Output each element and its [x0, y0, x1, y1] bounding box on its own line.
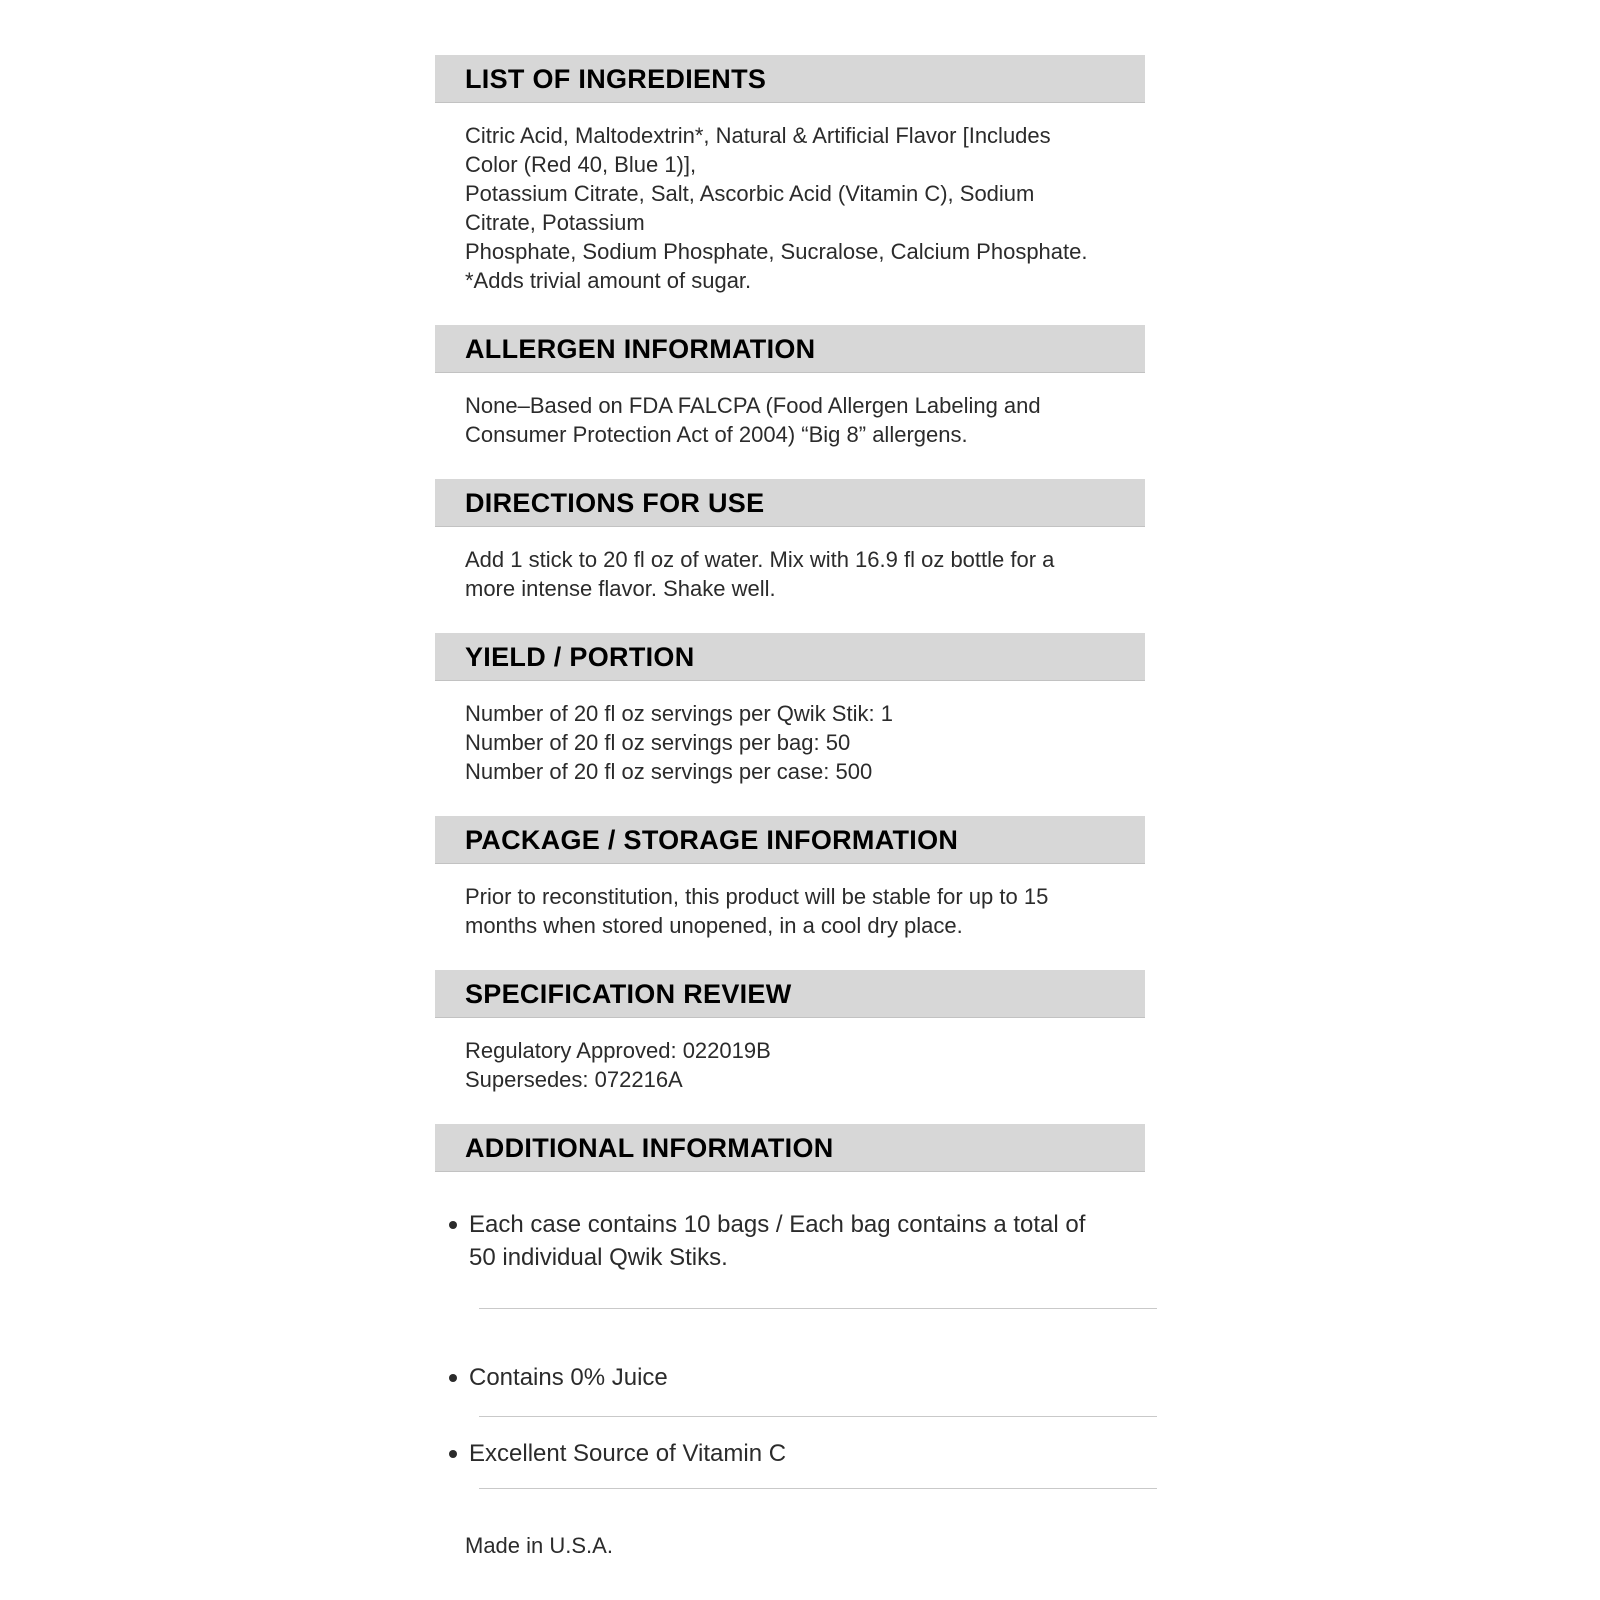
- specification-review-text: [435, 1036, 1145, 1094]
- spec-sheet-content-column: [435, 55, 1145, 1559]
- body-line: Citric Acid, Maltodextrin*, Natural & Artificial Flavor [Includes: [465, 123, 1051, 148]
- made-in-usa-text: Made in U.S.A.: [465, 1533, 613, 1558]
- body-line: None–Based on FDA FALCPA (Food Allergen Labeling and: [465, 393, 1041, 418]
- section-header-list-of-ingredients: LIST OF INGREDIENTS: [435, 55, 1145, 103]
- divider: [479, 1488, 1157, 1489]
- bullet-item-vitamin-c: [449, 1437, 1145, 1470]
- section-yield-portion: [435, 633, 1145, 786]
- allergen-text: [435, 391, 1145, 449]
- body-line: months when stored unopened, in a cool dry place.: [465, 913, 963, 938]
- body-line: Number of 20 fl oz servings per case: 500: [465, 759, 873, 784]
- bullet-text: Each case contains 10 bags / Each bag contains a total of 50 individual Qwik Stiks.: [469, 1211, 1086, 1271]
- divider: [479, 1308, 1157, 1309]
- directions-text: [435, 545, 1145, 603]
- bullet-dot-icon: [449, 1221, 457, 1229]
- bullet-text: Contains 0% Juice: [469, 1364, 668, 1391]
- body-line: Number of 20 fl oz servings per bag: 50: [465, 730, 851, 755]
- section-list-of-ingredients: [435, 55, 1145, 295]
- regulatory-approved-line: Regulatory Approved: 022019B: [465, 1038, 771, 1063]
- body-line: Color (Red 40, Blue 1)],: [465, 152, 697, 177]
- section-header-additional-information: ADDITIONAL INFORMATION: [435, 1124, 1145, 1172]
- section-header-specification-review: SPECIFICATION REVIEW: [435, 970, 1145, 1018]
- bullet-dot-icon: [449, 1450, 457, 1458]
- section-header-allergen-information: ALLERGEN INFORMATION: [435, 325, 1145, 373]
- body-line: Prior to reconstitution, this product will be stable for up to 15: [465, 884, 1049, 909]
- ingredients-text: [435, 121, 1145, 295]
- storage-text: [435, 882, 1145, 940]
- section-header-package-storage-information: PACKAGE / STORAGE INFORMATION: [435, 816, 1145, 864]
- section-directions-for-use: [435, 479, 1145, 603]
- body-line: Consumer Protection Act of 2004) “Big 8” allergens.: [465, 422, 968, 447]
- section-header-yield-portion: YIELD / PORTION: [435, 633, 1145, 681]
- section-header-directions-for-use: DIRECTIONS FOR USE: [435, 479, 1145, 527]
- body-line: more intense flavor. Shake well.: [465, 576, 776, 601]
- body-line: Number of 20 fl oz servings per Qwik Stik: 1: [465, 701, 893, 726]
- bullet-text: Excellent Source of Vitamin C: [469, 1440, 787, 1467]
- bullet-item-case-contents: [449, 1208, 1145, 1274]
- body-line: Citrate, Potassium: [465, 210, 645, 235]
- body-line: *Adds trivial amount of sugar.: [465, 268, 752, 293]
- section-additional-information: [435, 1124, 1145, 1489]
- additional-information-list: [435, 1208, 1145, 1489]
- section-allergen-information: [435, 325, 1145, 449]
- divider: [479, 1416, 1157, 1417]
- body-line: Phosphate, Sodium Phosphate, Sucralose, Calcium Phosphate.: [465, 239, 1088, 264]
- body-line: Add 1 stick to 20 fl oz of water. Mix with 16.9 fl oz bottle for a: [465, 547, 1055, 572]
- supersedes-line: Supersedes: 072216A: [465, 1067, 683, 1092]
- section-specification-review: [435, 970, 1145, 1094]
- bullet-dot-icon: [449, 1374, 457, 1382]
- bullet-item-juice-content: [449, 1361, 1145, 1394]
- body-line: Potassium Citrate, Salt, Ascorbic Acid (Vitamin C), Sodium: [465, 181, 1035, 206]
- yield-text: [435, 699, 1145, 786]
- section-package-storage-information: [435, 816, 1145, 940]
